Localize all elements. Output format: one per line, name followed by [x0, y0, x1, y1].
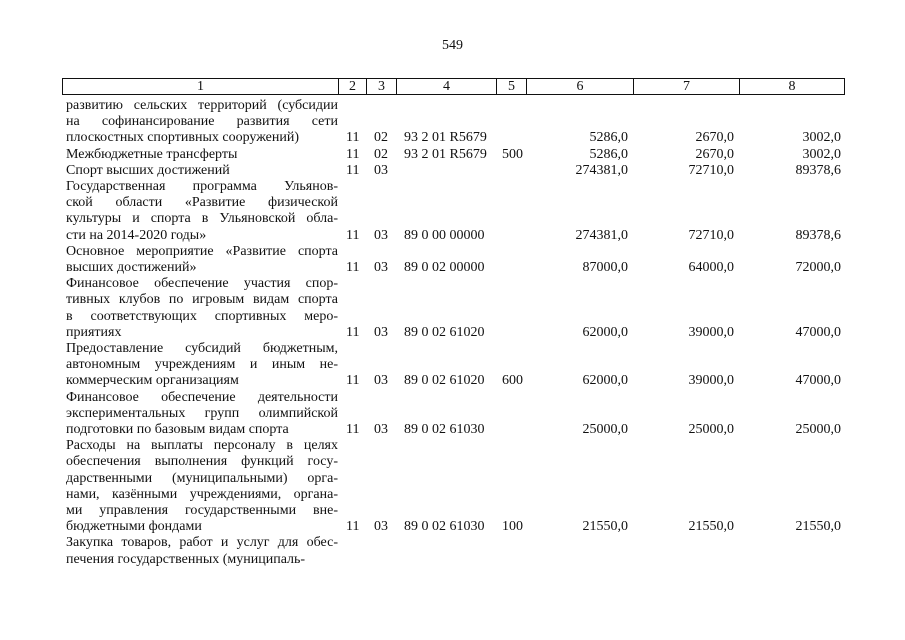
- header-col-2: 2: [339, 79, 367, 94]
- cell-c2: 11: [346, 373, 360, 389]
- description-line: тивных клубов по игровым видам спорта: [66, 292, 338, 308]
- cell-c2: 11: [346, 324, 360, 340]
- cell-c2: 11: [346, 146, 360, 162]
- cell-c6: 87000,0: [582, 259, 628, 275]
- cell-c6: 5286,0: [589, 130, 628, 146]
- table-row: [0, 341, 905, 390]
- description-line: бюджетными фондами: [66, 519, 202, 535]
- cell-c7: 72710,0: [688, 162, 734, 178]
- description-line: печения государственных (муниципаль-: [66, 551, 306, 567]
- cell-c8: 21550,0: [795, 519, 841, 535]
- description-line: Закупка товаров, работ и услуг для обес-: [66, 535, 338, 551]
- cell-c8: 47000,0: [795, 373, 841, 389]
- description-line: приятиях: [66, 324, 122, 340]
- cell-c3: 03: [374, 421, 388, 437]
- description-line: Финансовое обеспечение деятельности: [66, 389, 338, 405]
- description-line: Предоставление субсидий бюджетным,: [66, 341, 338, 356]
- description-line: ми управления государственными вне-: [66, 503, 338, 518]
- row-description: [66, 244, 338, 276]
- cell-c7: 21550,0: [688, 519, 734, 535]
- cell-c6: 62000,0: [582, 324, 628, 340]
- description-line: сти на 2014-2020 годы»: [66, 227, 207, 243]
- description-line: ской области «Развитие физической: [66, 195, 338, 211]
- description-line: дарственными (муниципальными) орга-: [66, 470, 338, 486]
- cell-c4: 93 2 01 R5679: [404, 146, 487, 162]
- cell-c3: 03: [374, 259, 388, 275]
- cell-c3: 03: [374, 324, 388, 340]
- table-row: [0, 244, 905, 276]
- cell-c6: 25000,0: [582, 421, 628, 437]
- cell-c3: 02: [374, 146, 388, 162]
- cell-c6: 274381,0: [575, 227, 628, 243]
- cell-c2: 11: [346, 421, 360, 437]
- header-col-5: 5: [497, 79, 527, 94]
- cell-c8: 89378,6: [795, 162, 841, 178]
- cell-c5: 500: [502, 146, 523, 162]
- description-line: Финансовое обеспечение участия спор-: [66, 276, 338, 292]
- table-row: [0, 535, 905, 567]
- cell-c2: 11: [346, 130, 360, 146]
- description-line: на софинансирование развития сети: [66, 114, 338, 130]
- cell-c7: 39000,0: [688, 324, 734, 340]
- table-row: [0, 163, 905, 179]
- cell-c8: 3002,0: [802, 130, 841, 146]
- row-description: [66, 535, 338, 567]
- cell-c8: 72000,0: [795, 259, 841, 275]
- header-col-4: 4: [397, 79, 497, 94]
- description-line: подготовки по базовым видам спорта: [66, 422, 289, 437]
- cell-c4: 89 0 00 00000: [404, 227, 485, 243]
- description-line: Межбюджетные трансферты: [66, 146, 238, 162]
- table-row: [0, 147, 905, 163]
- cell-c7: 72710,0: [688, 227, 734, 243]
- cell-c2: 11: [346, 519, 360, 535]
- cell-c4: 89 0 02 00000: [404, 259, 485, 275]
- cell-c2: 11: [346, 162, 360, 178]
- table-row: [0, 438, 905, 535]
- cell-c7: 39000,0: [688, 373, 734, 389]
- row-description: [66, 341, 338, 390]
- cell-c6: 62000,0: [582, 373, 628, 389]
- description-line: плоскостных спортивных сооружений): [66, 130, 300, 146]
- cell-c4: 89 0 02 61030: [404, 421, 485, 437]
- cell-c2: 11: [346, 259, 360, 275]
- cell-c8: 25000,0: [795, 421, 841, 437]
- description-line: обеспечения выполнения функций госу-: [66, 454, 338, 470]
- header-col-3: 3: [367, 79, 397, 94]
- header-col-6: 6: [527, 79, 634, 94]
- row-description: [66, 390, 338, 439]
- cell-c3: 03: [374, 519, 388, 535]
- description-line: высших достижений»: [66, 260, 197, 275]
- description-line: нами, казёнными учреждениями, органа-: [66, 486, 338, 502]
- cell-c6: 5286,0: [589, 146, 628, 162]
- header-col-7: 7: [634, 79, 740, 94]
- cell-c4: 93 2 01 R5679: [404, 130, 487, 146]
- description-line: автономным учреждениям и иным не-: [66, 357, 338, 373]
- row-description: [66, 276, 338, 341]
- description-line: в соответствующих спортивных меро-: [66, 308, 338, 324]
- description-line: культуры и спорта в Ульяновской обла-: [66, 211, 338, 227]
- table-row: [0, 390, 905, 439]
- cell-c5: 100: [502, 519, 523, 535]
- table-row: [0, 276, 905, 341]
- cell-c3: 02: [374, 130, 388, 146]
- cell-c7: 64000,0: [688, 259, 734, 275]
- cell-c7: 25000,0: [688, 421, 734, 437]
- cell-c8: 3002,0: [802, 146, 841, 162]
- header-col-8: 8: [788, 79, 796, 94]
- page-number: 549: [442, 38, 463, 53]
- description-line: Спорт высших достижений: [66, 162, 230, 178]
- row-description: [66, 147, 338, 163]
- cell-c3: 03: [374, 227, 388, 243]
- header-col-1: 1: [63, 79, 339, 94]
- cell-c3: 03: [374, 373, 388, 389]
- description-line: коммерческим организациям: [66, 373, 239, 389]
- description-line: Государственная программа Ульянов-: [66, 179, 338, 194]
- cell-c6: 274381,0: [575, 162, 628, 178]
- cell-c3: 03: [374, 162, 388, 178]
- row-description: [66, 163, 338, 179]
- table-row: [0, 179, 905, 244]
- row-description: [66, 438, 338, 535]
- cell-c7: 2670,0: [695, 130, 734, 146]
- description-line: развитию сельских территорий (субсидии: [66, 98, 338, 113]
- cell-c2: 11: [346, 227, 360, 243]
- cell-c8: 47000,0: [795, 324, 841, 340]
- cell-c4: 89 0 02 61020: [404, 373, 485, 389]
- row-description: [66, 179, 338, 244]
- description-line: Основное мероприятие «Развитие спорта: [66, 243, 338, 259]
- cell-c7: 2670,0: [695, 146, 734, 162]
- description-line: экспериментальных групп олимпийской: [66, 405, 338, 421]
- table-header: [62, 78, 845, 95]
- cell-c4: 89 0 02 61030: [404, 519, 485, 535]
- table-row: [0, 98, 905, 147]
- cell-c5: 600: [502, 373, 523, 389]
- row-description: [66, 98, 338, 147]
- cell-c8: 89378,6: [795, 227, 841, 243]
- cell-c6: 21550,0: [582, 519, 628, 535]
- cell-c4: 89 0 02 61020: [404, 324, 485, 340]
- description-line: Расходы на выплаты персоналу в целях: [66, 438, 338, 454]
